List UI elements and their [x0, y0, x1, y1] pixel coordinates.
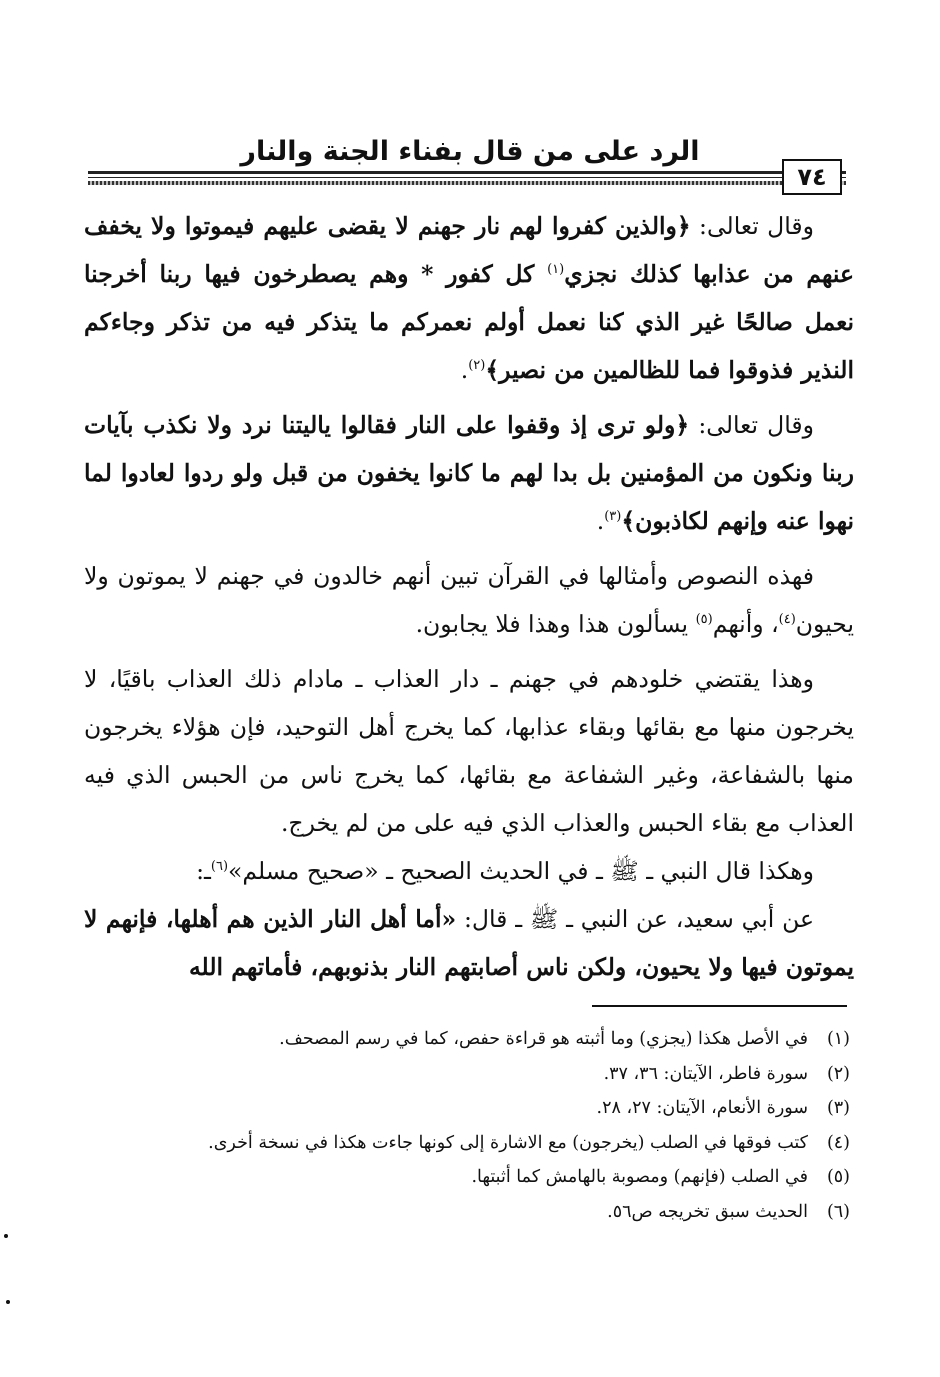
footnote — [80, 1195, 850, 1230]
footnote-ref: (٦) — [210, 859, 229, 875]
body-text: ـ: — [196, 857, 211, 885]
paragraph-hadith-intro — [84, 847, 854, 895]
paragraph-texts-meaning — [84, 552, 854, 648]
footnote — [80, 1160, 850, 1195]
paragraph-hadith — [84, 895, 854, 991]
footnote-text: سورة الأنعام، الآيتان: ٢٧، ٢٨. — [596, 1098, 808, 1118]
footnotes — [80, 1022, 850, 1229]
footnote-text: سورة فاطر، الآيتان: ٣٦، ٣٧. — [603, 1063, 808, 1084]
footnote-ref: (٣) — [604, 509, 622, 525]
footnote — [80, 1126, 850, 1161]
footnote-ref: (٢) — [468, 358, 486, 374]
sentence-end: . — [596, 507, 605, 535]
footnote-text: الحديث سبق تخريجه ص٥٦. — [607, 1201, 808, 1222]
footnote-number: (٣) — [826, 1098, 850, 1118]
body-text: ، وأنهم — [712, 610, 779, 638]
footnote-ref: (٥) — [695, 612, 713, 628]
footnote-number: (٦) — [826, 1201, 850, 1222]
footnote-number: (١) — [826, 1029, 850, 1049]
footnote-number: (٢) — [826, 1063, 850, 1084]
sentence-end: . — [460, 356, 469, 384]
verse-intro: وقال تعالى: — [690, 212, 814, 240]
quran-verse: كل كفور * وهم يصطرخون فيها ربنا أخرجنا نعمل صالحًا غير الذي كنا نعمل أولم نعمركم ما يتذكر فيه من تذكر وجاءكم النذير فذوقوا فما للظالمين من نصير﴾ — [84, 260, 854, 384]
quran-verse: ﴿ولو ترى إذ وقفوا على النار فقالوا ياليتنا نرد ولا نكذب بآيات ربنا ونكون من المؤمنين بل بدا لهم ما كانوا يخفون من قبل ولو ردوا لعادوا لما نهوا عنه وإنهم لكاذبون﴾ — [84, 411, 854, 535]
body-text: يسألون هذا وهذا فلا يجابون. — [415, 610, 696, 638]
paragraph-fatir-verse — [84, 202, 854, 394]
scan-speck — [4, 1234, 8, 1238]
footnote-text: في الصلب (فإنهم) ومصوبة بالهامش كما أثبتها. — [471, 1167, 808, 1187]
main-text — [84, 202, 854, 991]
footnote-ref: (٤) — [778, 612, 796, 628]
paragraph-eternity: وهذا يقتضي خلودهم في جهنم ـ دار العذاب ـ مادام ذلك العذاب باقيًا، لا يخرجون منها مع بقائها وبقاء عذابها، كما يخرج أهل التوحيد، فإن هؤلاء يخرجون منها بالشفاعة، وغير الشفاعة مع بقائها، كما يخرج ناس من الحبس الذي فيه العذاب مع بقاء الحبس والعذاب الذي فيه على من لم يخرج. — [84, 665, 854, 837]
header-rule — [88, 171, 846, 174]
quran-verse: ﴿والذين كفروا لهم نار جهنم لا يقضى عليهم فيموتوا ولا يخفف عنهم من عذابها كذلك نجزي — [84, 212, 854, 288]
scan-speck — [6, 1300, 10, 1304]
paragraph-anam-verse — [84, 401, 854, 545]
hadith-intro: عن أبي سعيد، عن النبي ـ ﷺ ـ قال: — [456, 905, 814, 933]
footnote — [80, 1022, 850, 1057]
footnote — [80, 1091, 850, 1126]
footnote-ref: (١) — [547, 262, 565, 278]
footnote — [80, 1057, 850, 1092]
footnote-text: كتب فوقها في الصلب (يخرجون) مع الاشارة إلى كونها جاءت هكذا في نسخة أخرى. — [208, 1132, 808, 1153]
body-text: وهكذا قال النبي ـ ﷺ ـ في الحديث الصحيح ـ «صحيح مسلم» — [228, 857, 814, 885]
running-title: الرد على من قال بفناء الجنة والنار — [240, 136, 700, 167]
header-rule — [88, 177, 846, 178]
footnote-number: (٥) — [826, 1167, 850, 1187]
body-text: فهذه النصوص وأمثالها في القرآن تبين أنهم خالدون في جهنم لا يموتون ولا يحيون — [84, 562, 854, 638]
header-rule — [88, 181, 846, 185]
footnote-text: في الأصل هكذا (يجزي) وما أثبته هو قراءة حفص، كما في رسم المصحف. — [279, 1029, 808, 1049]
footnote-number: (٤) — [826, 1132, 850, 1153]
hadith-text: «أما أهل النار الذين هم أهلها، فإنهم لا يموتون فيها ولا يحيون، ولكن ناس أصابتهم النار بذنوبهم، فأماتهم الله — [84, 905, 854, 981]
page-number: ٧٤ — [782, 159, 842, 195]
footnote-separator — [592, 1005, 847, 1007]
verse-intro: وقال تعالى: — [689, 411, 814, 439]
